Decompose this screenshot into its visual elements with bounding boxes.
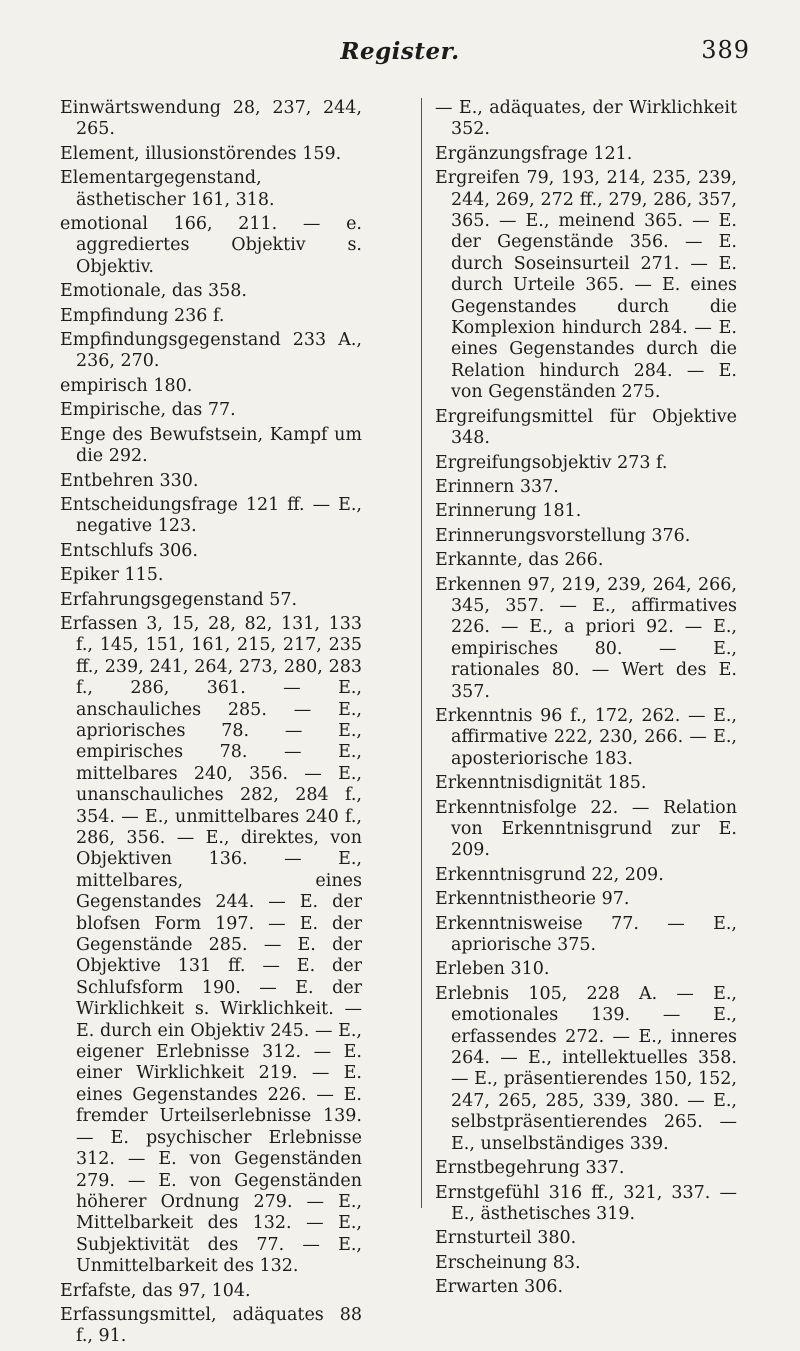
index-entry: Ergreifen 79, 193, 214, 235, 239, 244, 269, 272 ff., 279, 286, 357, 365. — E., meinend 365. — E. der Gegenstände 356. — E. durch Soseinsurteil 271. — E. durch Urteile 365. — E. eines Gegenstandes durch die Komplexion hindurch 284. — E. eines Gegenstandes durch die Relation hindurch 284. — E. von Gegenständen 275.	[435, 168, 737, 403]
index-entry: Erfafste, das 97, 104.	[60, 1280, 251, 1301]
index-entry: Erkannte, das 266.	[435, 550, 604, 571]
index-entry: Erinnerung 181.	[435, 501, 582, 522]
index-entry: Entschlufs 306.	[60, 540, 198, 561]
index-entry: Ernsturteil 380.	[435, 1228, 577, 1249]
index-entry: Empfindungsgegenstand 233 A., 236, 270.	[60, 330, 362, 372]
index-entry: Erlebnis 105, 228 A. — E., emotionales 139. — E., erfassendes 272. — E., inneres 264. — E., intellektuelles 358. — E., präsentierendes 150, 152, 247, 265, 285, 339, 380. — E., selbstpräsentierendes 265. — E., unselbständiges 339.	[435, 983, 737, 1154]
index-entry: Erkenntnisdignität 185.	[435, 773, 647, 794]
index-entry: Epiker 115.	[60, 565, 164, 586]
left-column	[60, 98, 362, 1351]
index-entry: Entbehren 330.	[60, 470, 199, 491]
page-number: 389	[701, 36, 750, 64]
right-column	[435, 98, 737, 1302]
index-entry: — E., adäquates, der Wirklichkeit 352.	[435, 98, 737, 140]
index-entry: Erkenntnisgrund 22, 209.	[435, 864, 664, 885]
index-entry: Ergreifungsobjektiv 273 f.	[435, 452, 668, 473]
index-entry: Erfahrungsgegenstand 57.	[60, 589, 298, 610]
index-entry: Erkenntnis 96 f., 172, 262. — E., affirmative 222, 230, 266. — E., aposteriorische 183.	[435, 705, 737, 769]
index-entry: Elementargegenstand, ästhetischer 161, 318.	[60, 168, 275, 210]
index-entry: Erkenntnistheorie 97.	[435, 889, 630, 910]
index-entry: Erfassungsmittel, adäquates 88 f., 91.	[60, 1304, 362, 1347]
index-entry: Einwärtswendung 28, 237, 244, 265.	[60, 98, 362, 140]
index-entry: Ergänzungsfrage 121.	[435, 143, 633, 164]
index-entry: Erwarten 306.	[435, 1277, 564, 1298]
index-entry: Erkenntnisweise 77. — E., apriorische 375.	[435, 913, 737, 956]
index-entry: Entscheidungsfrage 121 ff. — E., negative 123.	[60, 494, 362, 537]
index-entry: Ergreifungsmittel für Objektive 348.	[435, 406, 737, 449]
index-entry: Erinnern 337.	[435, 476, 559, 497]
index-entry: Erinnerungsvorstellung 376.	[435, 525, 691, 546]
column-divider	[421, 98, 422, 1208]
index-entry: empirisch 180.	[60, 375, 193, 396]
index-entry: Empirische, das 77.	[60, 400, 236, 421]
page-header-title: Register.	[340, 38, 460, 65]
index-entry: emotional 166, 211. — e. aggrediertes Objektiv s. Objektiv.	[60, 214, 362, 277]
index-entry: Ernstbegehrung 337.	[435, 1158, 625, 1179]
index-entry: Erfassen 3, 15, 28, 82, 131, 133 f., 145, 151, 161, 215, 217, 235 ff., 239, 241, 264, 273, 280, 283 f., 286, 361. — E., anschauliches 285. — E., apriorisches 78. — E., empirisches 78. — E., mittelbares 240, 356. — E., unanschauliches 282, 284 f., 354. — E., unmittelbares 240 f., 286, 356. — E., direktes, von Objektiven 136. — E., mittelbares, eines Gegenstandes 244. — E. der blofsen Form 197. — E. der Gegenstände 285. — E. der Objektive 131 ff. — E. der Schlufsform 190. — E. der Wirklichkeit s. Wirklichkeit. — E. durch ein Objektiv 245. — E., eigener Erlebnisse 312. — E. einer Wirklichkeit 219. — E. eines Gegenstandes 226. — E. fremder Urteilserlebnisse 139. — E. psychischer Erlebnisse 312. — E. von Gegenständen 279. — E. von Gegenständen höherer Ordnung 279. — E., Mittelbarkeit des 132. — E., Subjektivität des 77. — E., Unmittelbarkeit des 132.	[60, 613, 362, 1277]
index-entry: Enge des Bewufstsein, Kampf um die 292.	[60, 424, 362, 467]
index-entry: Element, illusionstörendes 159.	[60, 143, 342, 164]
index-entry: Empfindung 236 f.	[60, 305, 225, 326]
index-entry: Ernstgefühl 316 ff., 321, 337. — E., ästhetisches 319.	[435, 1182, 737, 1224]
index-entry: Emotionale, das 358.	[60, 281, 247, 302]
index-entry: Erkennen 97, 219, 239, 264, 266, 345, 357. — E., affirmatives 226. — E., a priori 92. — E., empirisches 80. — E., rationales 80. — Wert des E. 357.	[435, 574, 737, 702]
index-entry: Erleben 310.	[435, 959, 550, 980]
index-entry: Erscheinung 83.	[435, 1252, 581, 1273]
index-entry: Erkenntnisfolge 22. — Relation von Erkenntnisgrund zur E. 209.	[435, 797, 737, 861]
